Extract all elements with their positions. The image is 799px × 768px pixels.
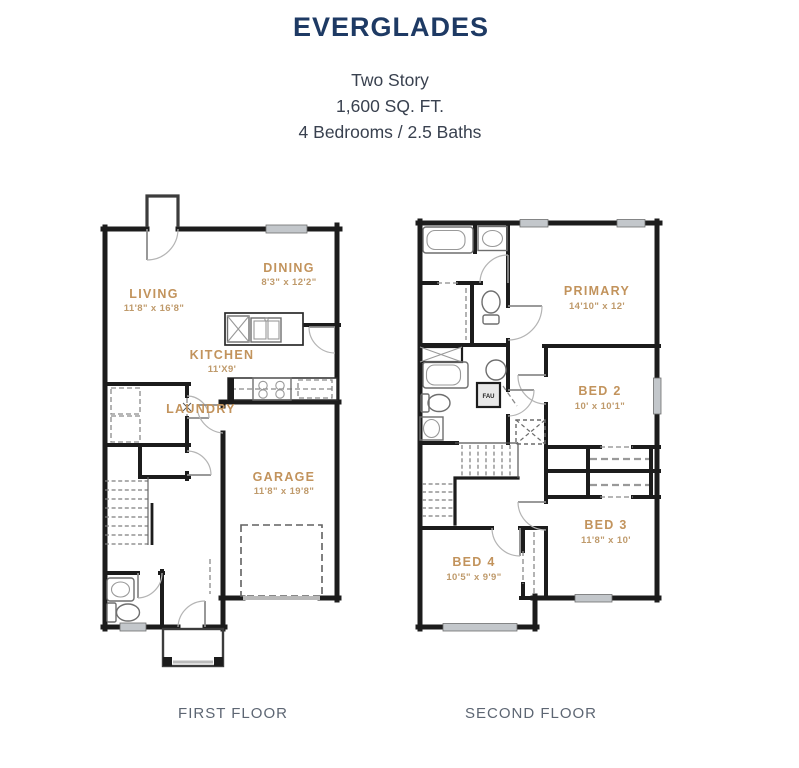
powder-door <box>138 573 162 598</box>
window <box>654 378 662 414</box>
pedestal-sink-icon <box>486 360 506 380</box>
primary-dims: 14'10" x 12' <box>568 301 626 312</box>
kitchen-label: KITCHEN <box>189 348 255 362</box>
powder-sink-icon <box>107 578 134 601</box>
window <box>575 595 612 603</box>
bed2-dims: 10' x 10'1" <box>574 401 626 412</box>
bed4-label: BED 4 <box>452 555 496 569</box>
room-label-dining <box>261 261 316 288</box>
room-label-bed4 <box>446 555 501 583</box>
laundry-label: LAUNDRY <box>166 402 236 416</box>
first-floor-caption: FIRST FLOOR <box>178 705 288 722</box>
window <box>443 624 517 632</box>
room-label-bed2 <box>575 384 625 412</box>
bed3-door <box>518 502 546 530</box>
dining-label: DINING <box>263 261 315 275</box>
bed4-dims: 10'5" x 9'9" <box>446 572 502 583</box>
primary-bath-door <box>480 255 508 283</box>
primary-label: PRIMARY <box>563 284 631 298</box>
garage-door <box>241 525 322 598</box>
plan-bed-bath: 4 Bedrooms / 2.5 Baths <box>298 122 482 142</box>
attic-access <box>516 420 545 444</box>
first-floor-plan <box>103 196 340 666</box>
closet-door <box>187 451 211 475</box>
primary-tub-icon <box>423 227 473 253</box>
bed3-label: BED 3 <box>584 518 628 532</box>
plan-type: Two Story <box>351 70 429 90</box>
primary-door <box>508 306 542 340</box>
bed4-door <box>492 528 520 556</box>
room-label-bed3 <box>581 518 631 546</box>
kitchen-island <box>225 313 303 345</box>
room-label-living <box>124 287 184 314</box>
garage-dims: 11'8" x 19'8" <box>253 486 315 497</box>
plan-title: EVERGLADES <box>292 12 490 42</box>
stair-wall <box>455 478 518 524</box>
hall-tub-icon <box>423 362 468 388</box>
entry-stoop <box>147 196 178 227</box>
plan-sqft: 1,600 SQ. FT. <box>336 96 444 116</box>
entry-door <box>147 229 178 260</box>
hall-bath-door <box>508 390 534 416</box>
window <box>266 225 307 233</box>
toilet-icon <box>482 291 500 324</box>
kitchen-counter <box>228 378 337 402</box>
bed2-label: BED 2 <box>578 384 622 398</box>
dining-dims: 8'3" x 12'2" <box>261 277 317 288</box>
porch <box>163 629 223 666</box>
garage-label: GARAGE <box>252 470 316 484</box>
porch-door <box>178 601 205 627</box>
kitchen-dims: 11'X9' <box>207 364 237 375</box>
washer-dryer-icon <box>111 388 140 442</box>
hall-sink-icon <box>420 417 443 440</box>
walk-in-closet <box>437 283 466 340</box>
toilet-icon <box>107 603 140 622</box>
linen-closet <box>420 347 462 362</box>
primary-sink-icon <box>478 227 507 251</box>
living-dims: 11'8" x 16'8" <box>123 303 185 314</box>
room-label-kitchen <box>190 348 255 375</box>
pantry-door <box>309 327 335 353</box>
window <box>520 220 548 228</box>
second-floor-caption: SECOND FLOOR <box>464 705 598 722</box>
room-label-garage <box>253 470 316 497</box>
window <box>617 220 645 228</box>
room-label-primary <box>564 284 630 312</box>
window <box>120 623 146 631</box>
fau-label: FAU <box>482 394 495 400</box>
stairs <box>105 477 152 545</box>
hall-toilet-icon <box>421 394 450 412</box>
fau-closet <box>477 383 517 407</box>
bed3-dims: 11'8" x 10' <box>581 535 631 546</box>
second-floor-plan <box>418 220 661 632</box>
living-label: LIVING <box>129 287 179 301</box>
